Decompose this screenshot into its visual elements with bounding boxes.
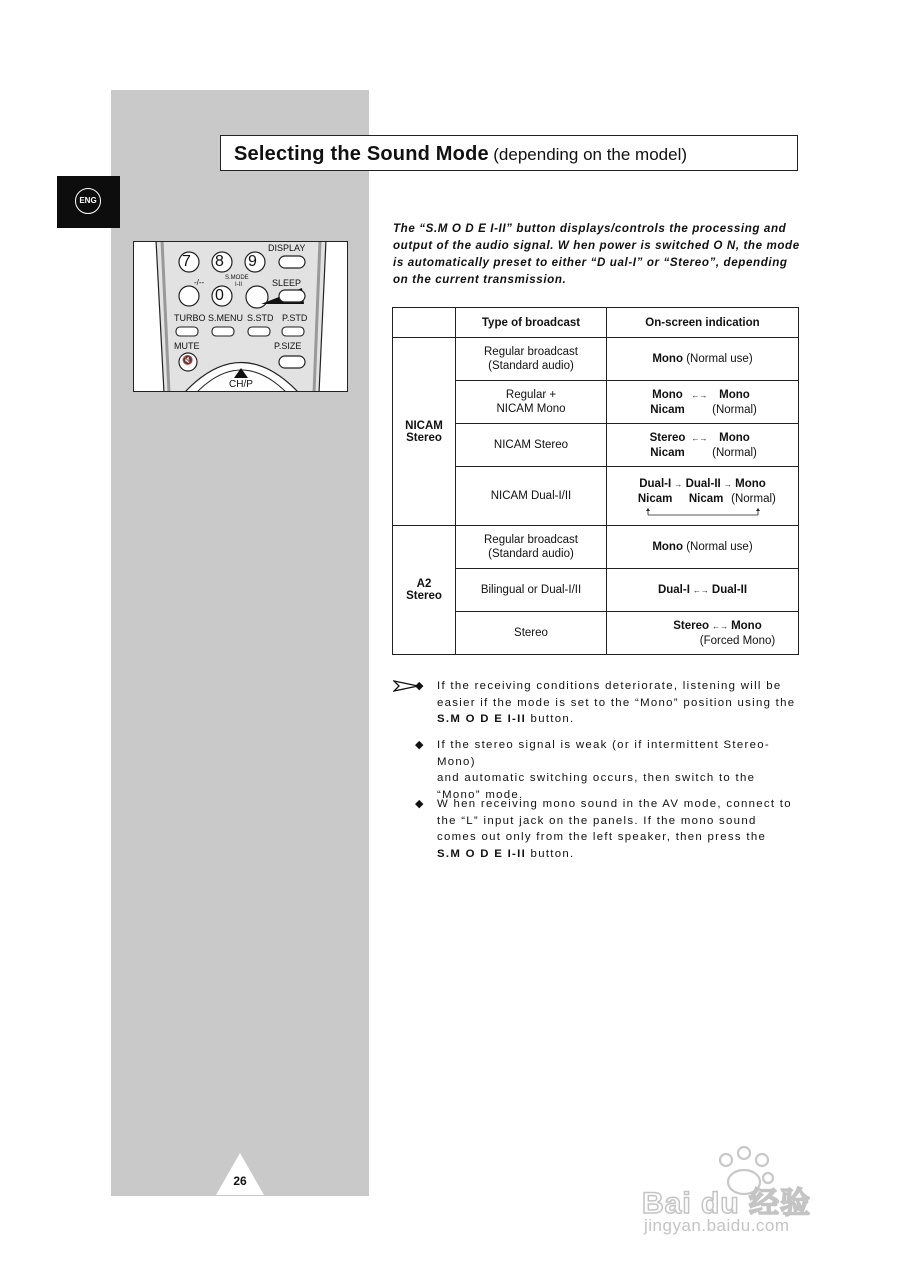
sstd-label: S.STD — [247, 313, 274, 323]
indication-cell: Mono (Normal use) — [607, 338, 799, 381]
key-9: 9 — [248, 253, 257, 270]
header-type: Type of broadcast — [456, 308, 607, 338]
pstd-label: P.STD — [282, 313, 308, 323]
indication-cell: Mono (Normal use) — [607, 526, 799, 569]
table-row — [393, 526, 799, 569]
page-number: 26 — [233, 1174, 247, 1188]
key-8: 8 — [215, 253, 224, 270]
header-empty — [393, 308, 456, 338]
chp-label: CH/P — [229, 379, 253, 390]
indication-cell: Mono ←→ Mono Nicam (Normal) — [607, 381, 799, 424]
group-a2-stereo: A2 Stereo — [393, 526, 456, 655]
table-header-row — [393, 308, 799, 338]
watermark-brand: Bai du 经验 — [642, 1187, 812, 1220]
indication-cell: Stereo ←→ Mono Nicam (Normal) — [607, 424, 799, 467]
intro-paragraph — [393, 220, 803, 288]
arrow-right-icon: → — [723, 480, 732, 489]
key-7: 7 — [182, 253, 191, 270]
type-cell: NICAM Dual-I/II — [456, 467, 607, 526]
title-sub: (depending on the model) — [493, 145, 688, 164]
eng-label: ENG — [75, 188, 101, 214]
page-title — [220, 135, 798, 171]
display-label: DISPLAY — [268, 243, 306, 253]
mute-icon: 🔇 — [182, 355, 194, 365]
type-cell: Regular broadcast (Standard audio) — [456, 526, 607, 569]
type-cell: Stereo — [456, 612, 607, 655]
note-item: ◆ W hen receiving mono sound in the AV mode, connect to the “L” input jack on the panels. If the mono sound comes out only from the left speaker, then press the S.M O D E I-II button. — [415, 798, 792, 861]
sound-mode-table — [392, 307, 799, 655]
table-row — [393, 338, 799, 381]
header-indication: On-screen indication — [607, 308, 799, 338]
intro-line: The “S.M O D E I-II” button displays/controls the processing and — [393, 222, 787, 235]
indication-cell: Dual-I → Dual-II → Mono Nicam Nicam (Normal) — [607, 467, 799, 526]
type-cell: NICAM Stereo — [456, 424, 607, 467]
turbo-label: TURBO — [174, 313, 206, 323]
key-0: 0 — [215, 287, 224, 304]
note-item: ◆ If the stereo signal is weak (or if intermittent Stereo-Mono) and automatic switching occurs, then switch to the “Mono” mode. — [415, 739, 770, 802]
smode-label-2: I-II — [235, 282, 242, 288]
intro-line: output of the audio signal. W hen power is switched O N, the mode — [393, 239, 800, 252]
type-cell: Bilingual or Dual-I/II — [456, 569, 607, 612]
intro-line: on the current transmission. — [393, 273, 567, 286]
bidirectional-arrow-icon: ←→ — [691, 433, 708, 443]
watermark-url: jingyan.baidu.com — [644, 1216, 790, 1235]
diamond-bullet-icon: ◆ — [415, 739, 425, 751]
diamond-bullet-icon: ◆ — [415, 680, 425, 692]
title-main: Selecting the Sound Mode — [234, 143, 489, 165]
bidirectional-arrow-icon: ←→ — [712, 621, 729, 631]
cycle-return-arrow-icon — [643, 507, 763, 517]
arrow-right-icon: → — [674, 480, 683, 489]
dash-label: -/-- — [194, 278, 205, 287]
indication-cell: Dual-I ←→ Dual-II — [607, 569, 799, 612]
type-cell: Regular + NICAM Mono — [456, 381, 607, 424]
diamond-bullet-icon: ◆ — [415, 798, 425, 810]
group-nicam-stereo: NICAM Stereo — [393, 338, 456, 526]
baidu-watermark — [640, 1140, 860, 1240]
remote-illustration — [133, 241, 348, 392]
smode-label: S.MODE — [225, 275, 249, 281]
bidirectional-arrow-icon: ←→ — [692, 586, 709, 595]
psize-label: P.SIZE — [274, 341, 302, 351]
bidirectional-arrow-icon: ←→ — [691, 390, 708, 400]
language-badge — [57, 176, 120, 228]
note-item: ◆ If the receiving conditions deteriorate, listening will be easier if the mode is set to the “Mono” position using the S.M O D E I-II button. — [415, 680, 796, 726]
intro-line: is automatically preset to either “D ual-I” or “Stereo”, depending — [393, 256, 788, 269]
sleep-label: SLEEP — [272, 278, 302, 288]
smenu-label: S.MENU — [208, 313, 244, 323]
indication-cell: Stereo ←→ Mono (Forced Mono) — [607, 612, 799, 655]
mute-label: MUTE — [174, 341, 200, 351]
type-cell: Regular broadcast (Standard audio) — [456, 338, 607, 381]
